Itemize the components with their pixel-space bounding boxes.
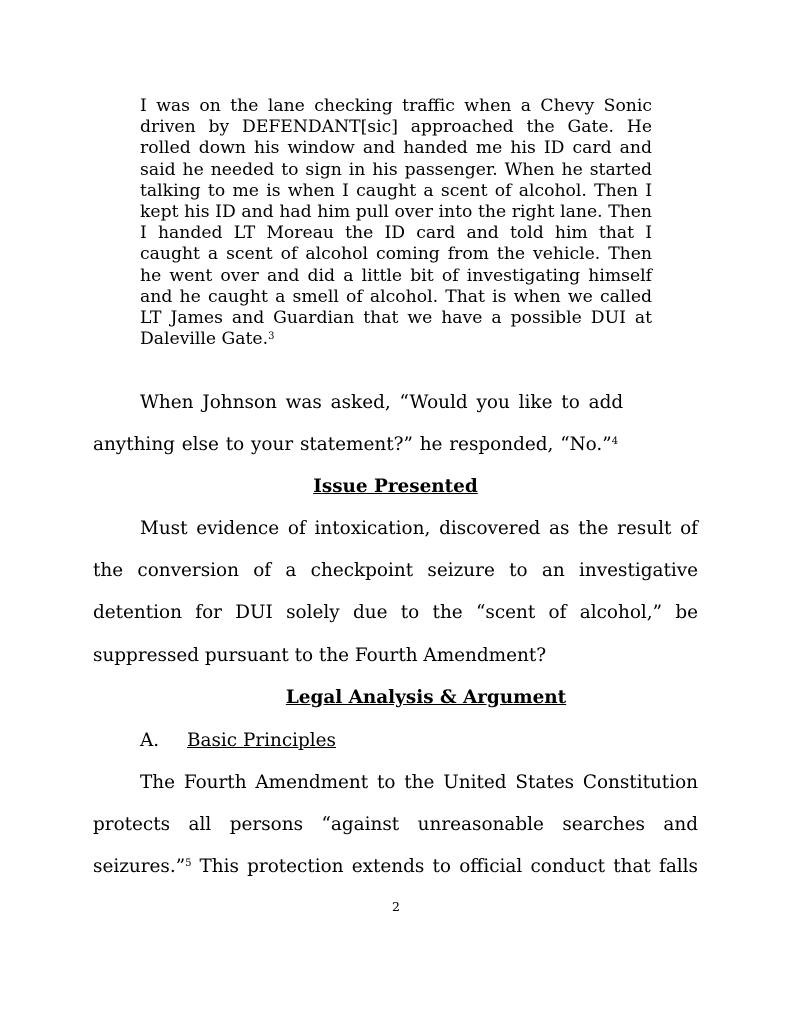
legal-line-3	[93, 855, 698, 879]
legal-line-1: The Fourth Amendment to the United States Constitution	[140, 772, 698, 793]
page-number: 2	[392, 899, 400, 914]
legal-line-2: protects all persons “against unreasonable searches and	[93, 814, 698, 835]
legal-analysis-heading: Legal Analysis & Argument	[285, 687, 567, 708]
issue-line-3: detention for DUI solely due to the “scent of alcohol,” be	[93, 602, 698, 623]
footnote-ref-5[interactable]: 5	[185, 858, 192, 869]
statement-line-2-text: anything else to your statement?” he responded, “No.”	[93, 434, 612, 455]
block-quote-text: I was on the lane checking traffic when a Chevy Sonic driven by DEFENDANT[sic] approached the Gate. He rolled down his window and handed me his ID card and said he needed to sign in his passenger. When he started talking to me is when I caught a scent of alcohol. Then I kept his ID and had him pull over into the right lane. Then I handed LT Moreau the ID card and told him that I caught a scent of alcohol coming from the vehicle. Then he went over and did a little bit of investigating himself and he caught a smell of alcohol. That is when we called LT James and Guardian that we have a possible DUI at Daleville Gate.	[140, 96, 652, 350]
footnote-ref-4[interactable]: 4	[611, 436, 619, 447]
statement-line-2	[93, 433, 618, 457]
issue-line-4: suppressed pursuant to the Fourth Amendment?	[93, 645, 547, 666]
issue-line-1: Must evidence of intoxication, discovered as the result of	[140, 518, 698, 539]
block-quote	[140, 96, 652, 350]
legal-line-3-start	[93, 855, 191, 879]
legal-line-3-rest: This protection extends to official conduct that falls	[199, 856, 698, 877]
subsection-title: Basic Principles	[187, 730, 336, 751]
issue-presented-heading: Issue Presented	[313, 476, 478, 497]
footnote-ref-3[interactable]: 3	[268, 331, 275, 343]
subsection-letter: A.	[140, 730, 160, 751]
statement-line-1	[140, 391, 623, 415]
issue-line-2: the conversion of a checkpoint seizure to an investigative	[93, 560, 698, 581]
statement-line-1-text: When Johnson was asked, “Would you like to add	[140, 392, 624, 413]
legal-line-3-seizures: seizures.”	[93, 856, 186, 877]
